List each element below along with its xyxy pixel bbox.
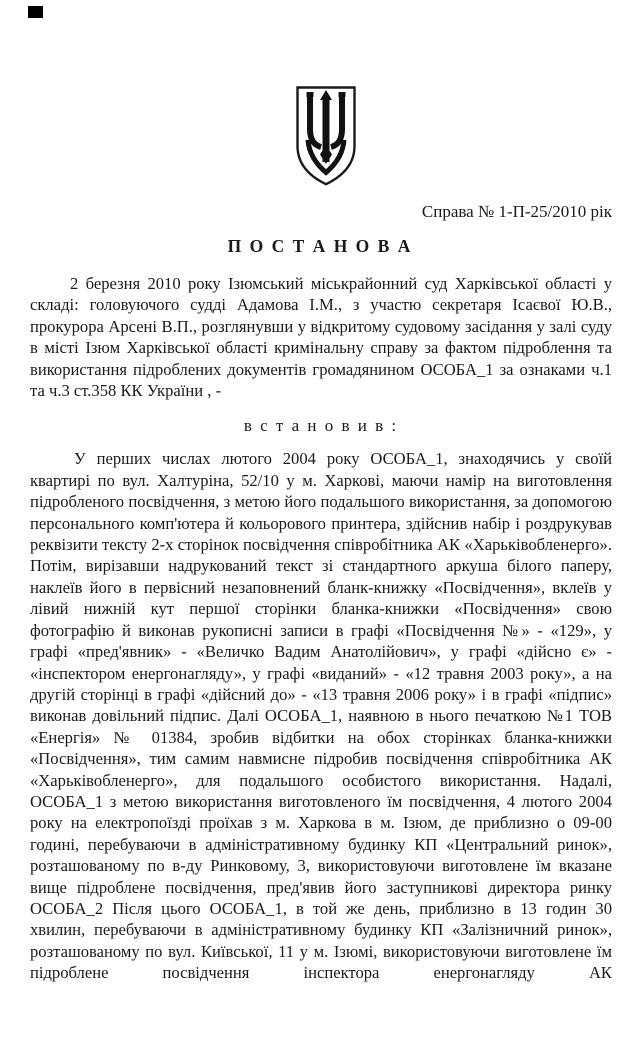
coat-of-arms-icon: [294, 84, 358, 188]
case-number: Справа № 1-П-25/2010 рік: [421, 202, 612, 221]
document-body: [30, 273, 612, 984]
section-heading: в с т а н о в и в :: [243, 416, 399, 436]
scan-artifact-square: [28, 6, 43, 18]
body-paragraph: У перших числах лютого 2004 року ОСОБА_1, знаходячись у своїй квартирі по вул. Халтуріна, 52/10 у м. Харкові, маючи намір на виготовлення підробленого посвідчення, з метою його подальшого використання, за допомогою персонального комп'ютера й кольорового принтера, здійснив набір і роздрукував реквізити тексту 2-х сторінок посвідчення співробітника АК «Харьківобленерго». Потім, вирізавши надрукований текст зі стандартного аркуша білого паперу, наклеїв його в первісний незаповнений бланк-книжку «Посвідчення», вклеїв у лівий нижній кут першої сторінки бланка-книжки «Посвідчення» свою фотографію й виконав рукописні записи в графі «Посвідчення №» - «129», у графі «пред'явник» - «Величко Вадим Анатолійович», у графі «дійсно є» - «інспектором енергонагляду», у графі «виданий» - «12 травня 2003 року», а на другій сторінці в графі «дійсний до» - «13 травня 2006 року» і в графі «підпис» виконав довільний підпис. Далі ОСОБА_1, наявною в нього печаткою №1 ТОВ «Енергія» № 01384, зробив відбитки на обох сторінках бланка-книжки «Посвідчення», тим самим навмисне підробив посвідчення співробітника АК «Харьківобленерго», для подальшого особистого використання. Надалі, ОСОБА_1 з метою використання виготовленого їм посвідчення, 4 лютого 2004 року на електропоїзді проїхав з м. Харкова в м. Ізюм, де приблизно о 09-00 годині, перебуваючи в адміністративному будинку КП «Центральний ринок», розташованому по в-ду Ринковому, 3, використовуючи виготовлене їм вказане вище підроблене посвідчення, пред'явив його заступникові директора ринку ОСОБА_2 Після цього ОСОБА_1, в той же день, приблизно в 13 годин 30 хвилин, перебуваючи в адміністративному будинку КП «Залізничний ринок», розташованому по вул. Київської, 11 у м. Ізюмі, використовуючи виготовлене їм підроблене посвідчення інспектора енергонагляду АК: [30, 449, 612, 983]
intro-paragraph: 2 березня 2010 року Ізюмський міськрайонний суд Харківської області у складі: головуючого судді Адамова І.М., з участю секретаря Ісаєвої Ю.В., прокурора Арсені В.П., розглянувши у відкритому судовому засідання у залі суду в місті Ізюм Харківської області кримінальну справу за фактом підроблення та використання підроблених документів громадянином ОСОБА_1 за ознаками ч.1 та ч.3 ст.358 КК України , -: [30, 274, 612, 401]
document-title: П О С Т А Н О В А: [227, 236, 413, 256]
